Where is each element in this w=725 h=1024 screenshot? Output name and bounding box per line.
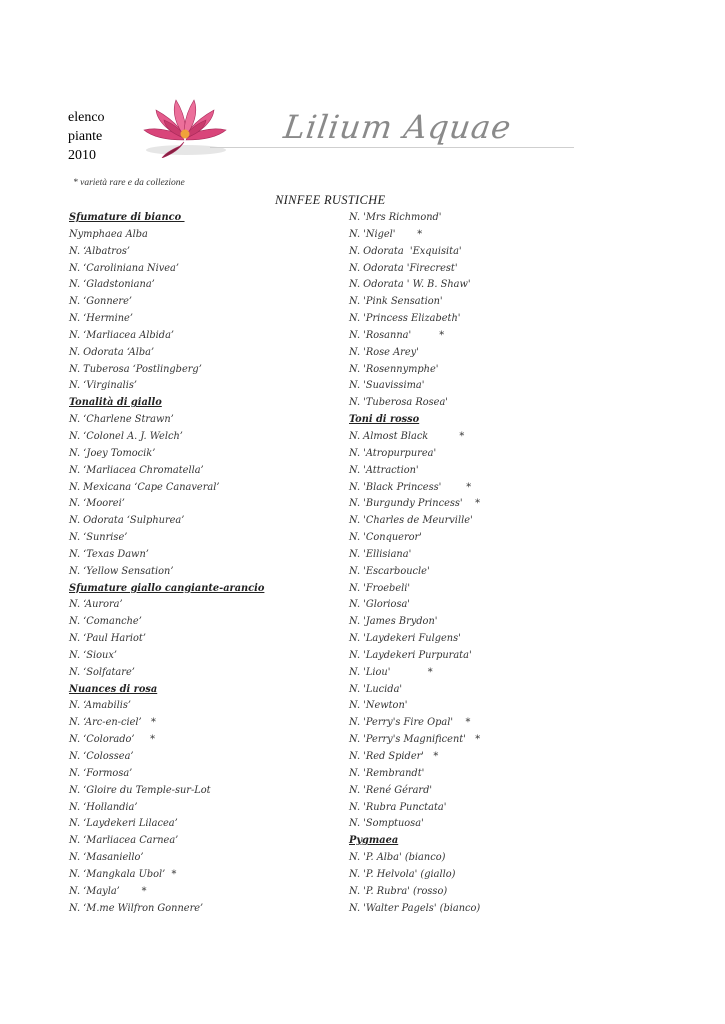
plant-item: N. 'Rubra Punctata' <box>349 801 447 813</box>
plant-item: N. Odorata 'Firecrest' <box>349 262 458 274</box>
plant-item: N. Odorata ‘Alba’ <box>69 346 155 358</box>
plant-item: N. ‘Sioux’ <box>69 649 117 661</box>
plant-item: N. 'Red Spider' * <box>349 751 439 762</box>
plant-item: N. ‘Solfatare’ <box>69 666 135 678</box>
plant-item: N. ‘Hermine’ <box>69 313 133 325</box>
section-title: NINFEE RUSTICHE <box>275 193 386 207</box>
plant-item: N. ‘Joey Tomocik’ <box>69 447 156 459</box>
plant-item: N. ‘Gonnere’ <box>69 296 133 308</box>
header-caption <box>68 108 105 165</box>
plant-item: N. 'Froebeli' <box>349 582 411 594</box>
plant-item: N. Odorata 'Exquisita' <box>349 245 462 257</box>
plant-item: N. 'Perry's Magnificent' * <box>349 734 481 746</box>
plant-item: N. ‘Colonel A. J. Welch’ <box>69 430 183 442</box>
rare-varieties-note: * varietà rare e da collezione <box>73 178 185 188</box>
category-heading: Sfumature giallo cangiante-arancio <box>69 582 265 594</box>
plant-item: N. ‘Virginalis’ <box>69 380 137 392</box>
plant-item: N. 'Walter Pagels' (bianco) <box>349 902 481 914</box>
plant-item: N. 'Tuberosa Rosea' <box>349 397 448 409</box>
plant-item: N. 'Nigel' * <box>349 228 423 240</box>
plant-item: N. 'Conqueror' <box>349 532 422 544</box>
plant-item: N. 'Rose Arey' <box>349 346 419 358</box>
plant-item: N. ‘Aurora’ <box>69 599 123 611</box>
header-line: piante <box>68 129 103 144</box>
plant-item: N. ‘Charlene Strawn’ <box>69 414 174 426</box>
right-column <box>349 210 480 917</box>
plant-item: N. 'Lucida' <box>349 683 403 695</box>
plant-item: N. 'Rosanna' * <box>349 329 445 341</box>
plant-item: N. 'Gloriosa' <box>349 599 411 611</box>
plant-item: N. ‘Texas Dawn’ <box>69 548 149 560</box>
plant-item: N. 'Newton' <box>349 700 408 712</box>
plant-item: N. ‘Caroliniana Nivea’ <box>69 262 180 274</box>
plant-item: N. 'Somptuosa' <box>349 818 424 830</box>
plant-item: N. 'P. Rubra' (rosso) <box>349 885 448 897</box>
plant-item: N. ‘Gloire du Temple-sur-Lot <box>69 784 211 796</box>
category-heading: Toni di rosso <box>349 414 420 426</box>
plant-item: N. 'Mrs Richmond' <box>349 212 442 223</box>
category-heading: Pygmaea <box>349 835 399 847</box>
plant-item: N. 'René Gérard' <box>349 784 433 796</box>
plant-item: N. ‘Hollandia’ <box>69 801 138 813</box>
plant-item: N. ‘Arc-en-ciel’ * <box>69 717 156 729</box>
plant-item: N. ‘Masaniello’ <box>69 852 144 864</box>
plant-item: N. ‘Colossea’ <box>69 751 134 762</box>
plant-item: N. ‘Amabilis’ <box>69 700 132 712</box>
plant-item: N. 'Escarboucle' <box>349 565 430 577</box>
plant-item: N. ‘Mayla’ * <box>69 885 147 897</box>
plant-item: N. Tuberosa ‘Postlingberg’ <box>69 363 202 375</box>
water-lily-icon <box>136 96 232 158</box>
plant-item: N. 'Laydekeri Fulgens' <box>349 633 461 645</box>
plant-item: N. ‘Marliacea Albida’ <box>69 329 175 341</box>
plant-item: N. 'Ellisiana' <box>349 548 412 560</box>
plant-item: N. ‘Comanche’ <box>69 616 142 628</box>
plant-item: N. 'James Brydon' <box>349 616 438 628</box>
left-column <box>69 210 264 917</box>
plant-item: N. Odorata ' W. B. Shaw' <box>349 279 471 291</box>
plant-item: N. ‘Sunrise’ <box>69 532 128 544</box>
plant-item: N. Almost Black * <box>349 430 465 442</box>
plant-item: N. ‘M.me Wilfron Gonnere’ <box>69 902 204 914</box>
plant-item: N. ‘Colorado’ * <box>69 734 155 746</box>
header-line: elenco <box>68 110 105 125</box>
header-line: 2010 <box>68 148 96 163</box>
category-heading: Nuances di rosa <box>69 683 158 695</box>
plant-item: N. 'Rosennymphe' <box>349 363 439 375</box>
plant-item: N. 'P. Alba' (bianco) <box>349 852 446 864</box>
plant-item: N. ‘Mangkala Ubol’ * <box>69 868 177 880</box>
plant-item: N. 'Laydekeri Purpurata' <box>349 649 472 661</box>
plant-item: N. 'Suavissima' <box>349 380 425 392</box>
plant-item: N. Odorata ‘Sulphurea’ <box>69 515 185 527</box>
plant-item: N. 'Pink Sensation' <box>349 296 443 308</box>
plant-item: N. Mexicana ‘Cape Canaveral’ <box>69 481 220 493</box>
plant-item: N. 'Attraction' <box>349 464 419 476</box>
category-heading: Sfumature di bianco <box>69 212 185 223</box>
plant-item: N. 'Burgundy Princess' * <box>349 498 480 510</box>
plant-item: N. 'Perry's Fire Opal' * <box>349 717 471 729</box>
plant-item: N. ‘Marliacea Carnea’ <box>69 835 179 847</box>
plant-item: N. 'Rembrandt' <box>349 767 425 779</box>
plant-item: N. ‘Formosa’ <box>69 767 133 779</box>
plant-item: N. ‘Gladstoniana’ <box>69 279 155 291</box>
header-divider <box>210 147 574 148</box>
plant-item: N. 'Princess Elizabeth' <box>349 313 461 325</box>
plant-item: N. ‘Marliacea Chromatella’ <box>69 464 204 476</box>
plant-item: N. 'Liou' * <box>349 666 433 678</box>
plant-item: N. 'Black Princess' * <box>349 481 472 493</box>
plant-item: N. 'Charles de Meurville' <box>349 515 473 527</box>
plant-item: N. ‘Yellow Sensation’ <box>69 565 174 577</box>
plant-item: Nymphaea Alba <box>69 228 148 240</box>
plant-item: N. ‘Albatros’ <box>69 245 131 257</box>
plant-item: N. ‘Laydekeri Lilacea’ <box>69 818 178 830</box>
plant-item: N. 'Atropurpurea' <box>349 447 437 459</box>
plant-item: N. ‘Moorei’ <box>69 498 125 510</box>
plant-item: N. ‘Paul Hariot’ <box>69 633 146 645</box>
logo-wordmark: Lilium Aquae <box>281 108 514 146</box>
plant-item: N. 'P. Helvola' (giallo) <box>349 868 456 880</box>
category-heading: Tonalità di giallo <box>69 397 162 409</box>
